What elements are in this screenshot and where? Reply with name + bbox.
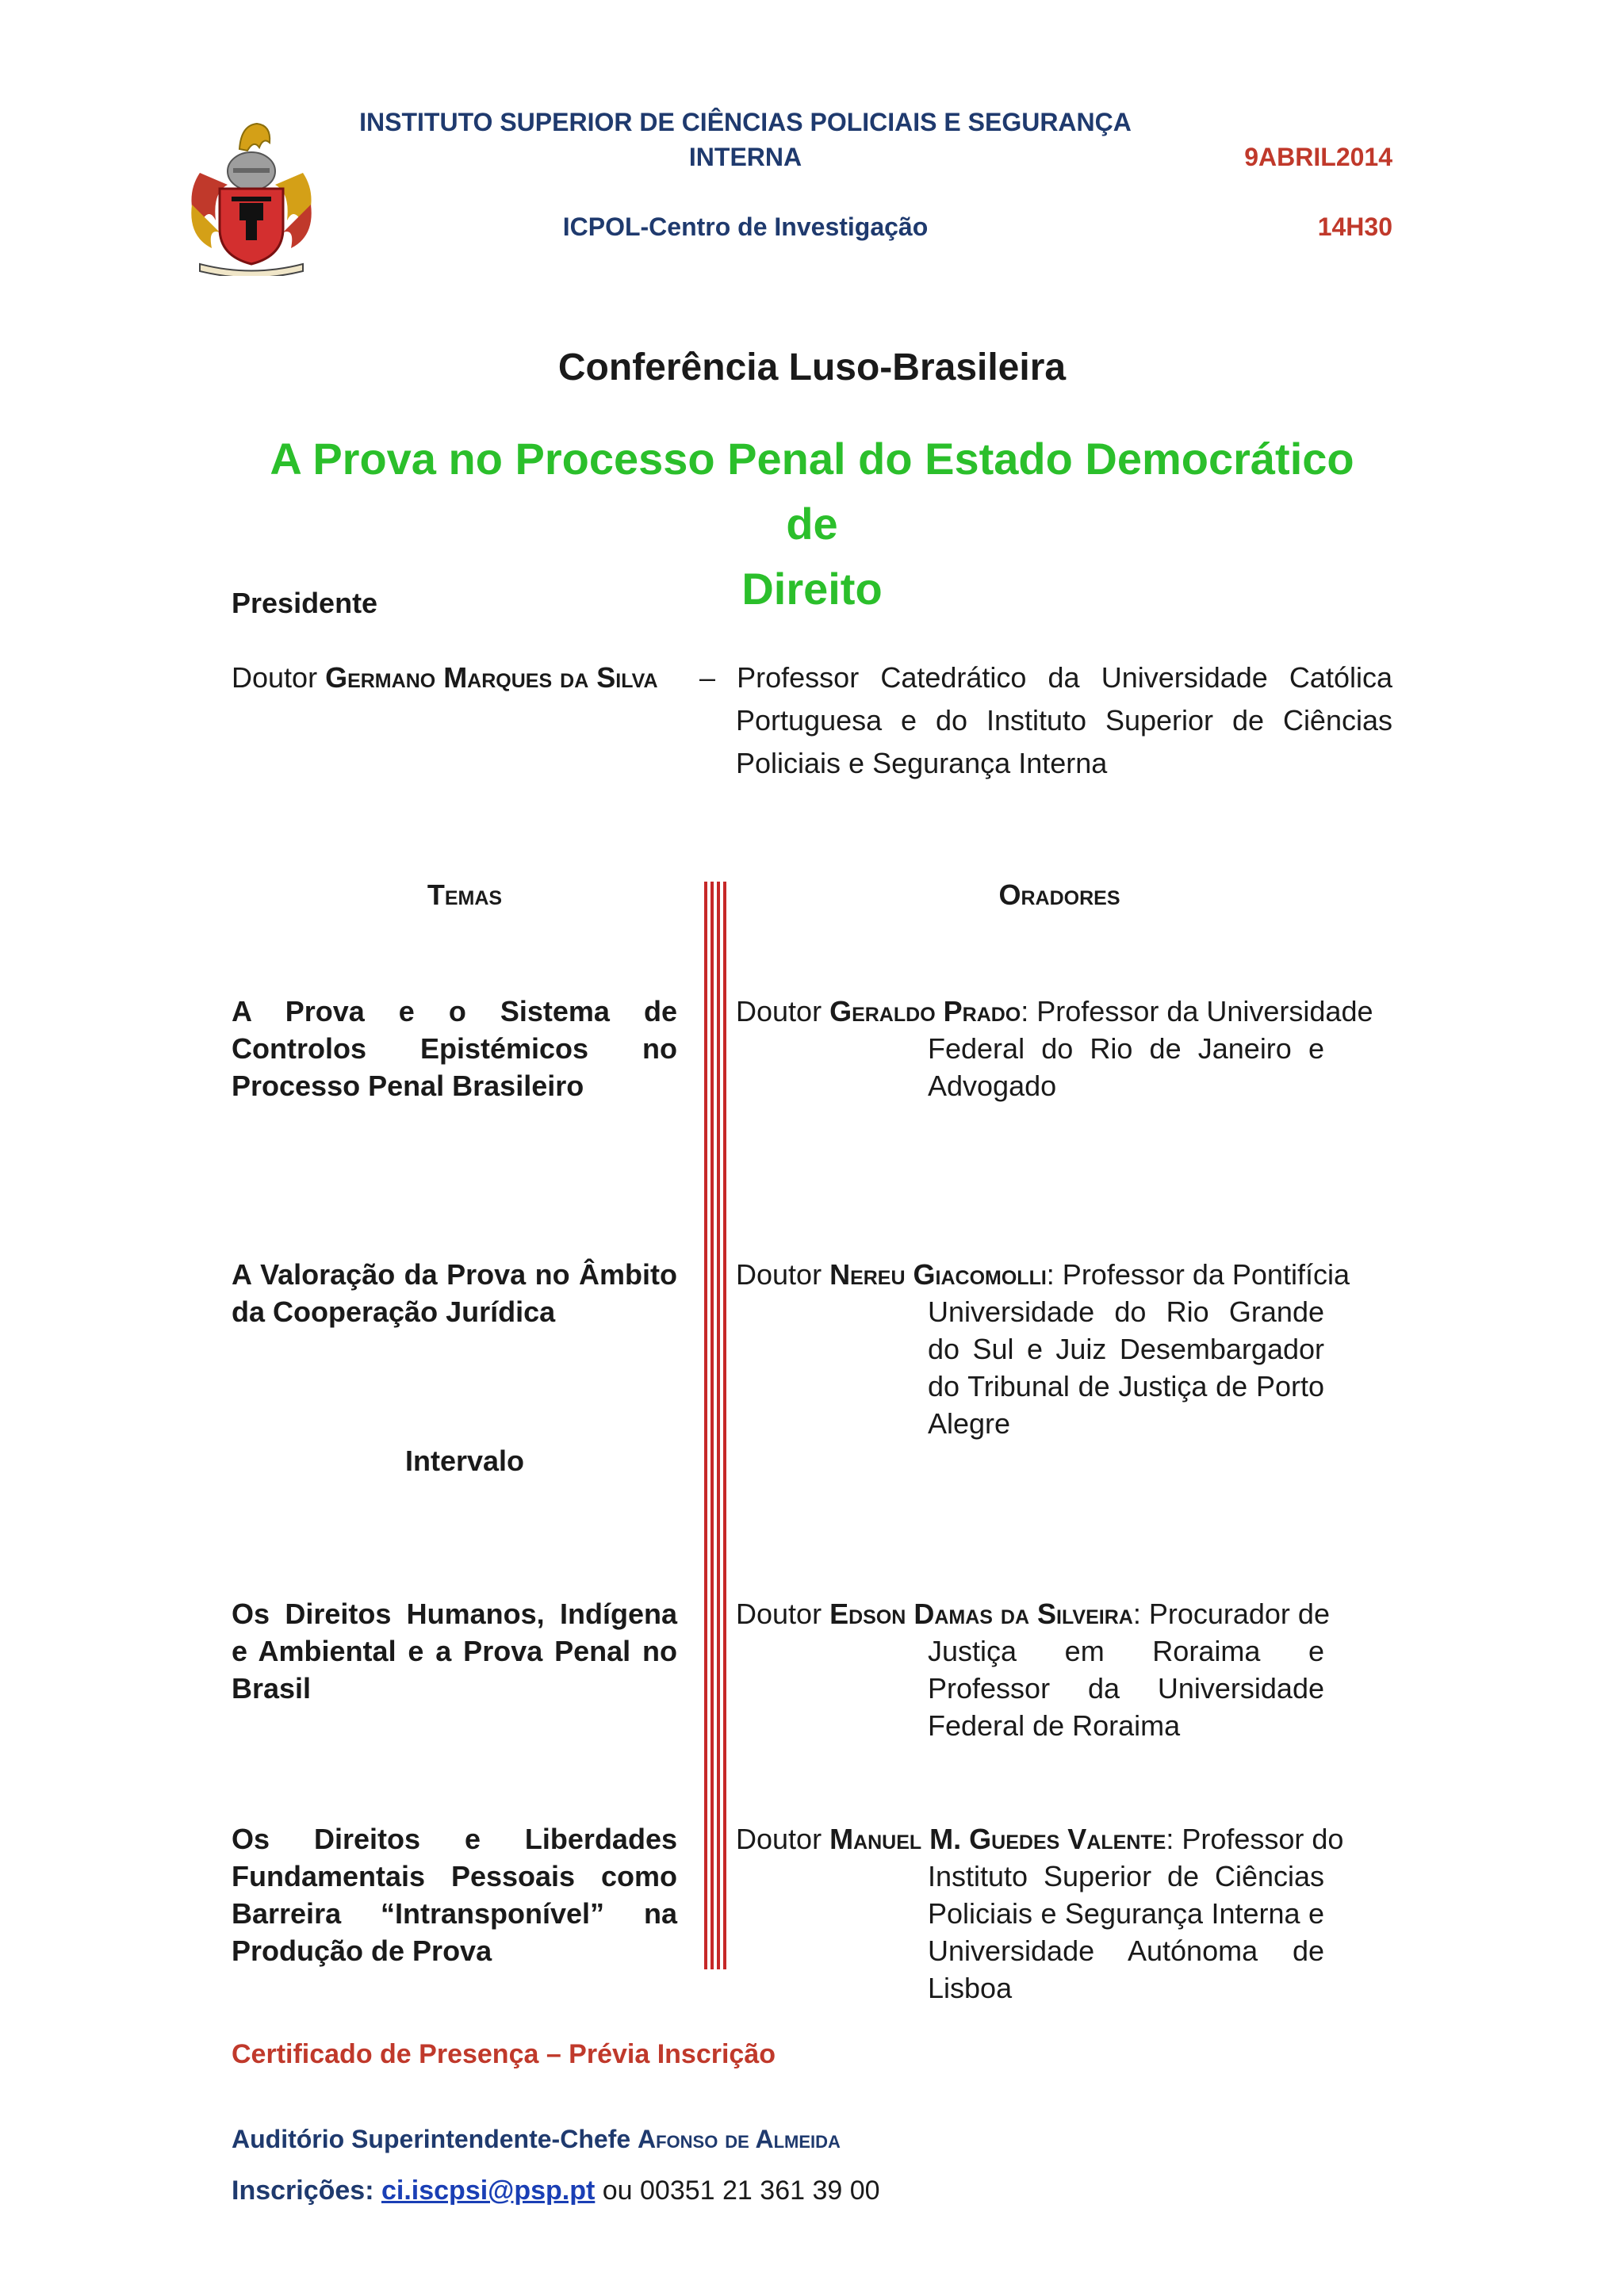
orador-name-line (736, 1256, 1350, 1293)
registration (232, 2175, 880, 2206)
institution-name (333, 105, 1158, 174)
orador-name-line (736, 1595, 1330, 1632)
orador-description: Instituto Superior de Ciências Policiais e Segurança Interna e Universidade Autónoma de Lisboa (928, 1860, 1324, 2004)
orador-desc-first: : Professor da Pontifícia (1046, 1258, 1350, 1291)
orador-name-line (736, 1820, 1343, 1858)
session-tema: Os Direitos e Liberdades Fundamentais Pessoais como Barreira “Intransponível” na Produção de Prova (232, 1823, 677, 1967)
orador-name-line (736, 993, 1373, 1030)
column-divider (704, 882, 726, 1969)
session-orador (736, 993, 1383, 1112)
presidente-person: Germano Marques da Silva (325, 661, 658, 694)
orador-desc-first: : Professor do (1166, 1823, 1344, 1855)
presidente-label: Presidente (232, 587, 378, 619)
orador-description: Federal do Rio de Janeiro e Advogado (928, 1032, 1324, 1102)
orador-description: Justiça em Roraima e Professor da Universidade Federal de Roraima (928, 1635, 1324, 1742)
registration-email-link[interactable]: ci.iscpsi@psp.pt (381, 2175, 596, 2206)
conference-title (238, 427, 1386, 622)
orador-description: Universidade do Rio Grande do Sul e Juiz Desembargador do Tribunal de Justiça de Porto Alegre (928, 1295, 1324, 1440)
registration-label: Inscrições: (232, 2175, 374, 2206)
institution-name-line2: INTERNA (688, 143, 802, 171)
conference-title-line2: Direito (741, 564, 883, 614)
session-tema: A Prova e o Sistema de Controlos Epistémicos no Processo Penal Brasileiro (232, 995, 677, 1102)
session-orador (736, 1256, 1383, 1440)
orador-prefix: Doutor (736, 1258, 822, 1291)
orador-desc-first: : Procurador de (1132, 1598, 1330, 1630)
venue-name: Afonso de Almeida (638, 2125, 841, 2153)
session-orador (736, 1595, 1383, 1742)
orador-person: Nereu Giacomolli (829, 1258, 1047, 1291)
venue-prefix: Auditório Superintendente-Chefe (232, 2125, 638, 2153)
research-center-name: ICPOL-Centro de Investigação (562, 212, 929, 241)
conference-title-line1: A Prova no Processo Penal do Estado Democrático de (270, 434, 1354, 549)
column-header-oradores: Oradores (998, 878, 1120, 911)
orador-prefix: Doutor (736, 1823, 822, 1855)
session-tema: A Valoração da Prova no Âmbito da Cooperação Jurídica (232, 1258, 677, 1328)
venue (232, 2125, 841, 2154)
orador-person: Geraldo Prado (829, 995, 1021, 1027)
presidente-prefix: Doutor (232, 661, 318, 694)
orador-prefix: Doutor (736, 1598, 822, 1630)
certificate-note: Certificado de Presença – Prévia Inscrição (232, 2039, 776, 2069)
conference-type: Conferência Luso-Brasileira (557, 346, 1067, 388)
orador-person: Edson Damas da Silveira (829, 1598, 1133, 1630)
orador-desc-first: : Professor da Universidade (1021, 995, 1373, 1027)
column-header-temas: Temas (427, 878, 503, 911)
orador-person: Manuel M. Guedes Valente (829, 1823, 1166, 1855)
orador-prefix: Doutor (736, 995, 822, 1027)
registration-phone: ou 00351 21 361 39 00 (595, 2175, 880, 2206)
event-time: 14H30 (1317, 212, 1392, 241)
presidente-name (232, 656, 658, 699)
intervalo-label: Intervalo (404, 1445, 525, 1477)
session-tema: Os Direitos Humanos, Indígena e Ambiental e a Prova Penal no Brasil (232, 1598, 677, 1705)
institution-crest-icon (184, 101, 319, 276)
institution-name-line1: INSTITUTO SUPERIOR DE CIÊNCIAS POLICIAIS E SEGURANÇA (359, 108, 1132, 136)
presidente-description: – Professor Catedrático da Universidade Católica Portuguesa e do Instituto Superior de Ciências Policiais e Segurança Interna (699, 661, 1392, 779)
event-date: 9ABRIL2014 (1244, 143, 1392, 171)
session-orador (736, 1820, 1383, 2004)
